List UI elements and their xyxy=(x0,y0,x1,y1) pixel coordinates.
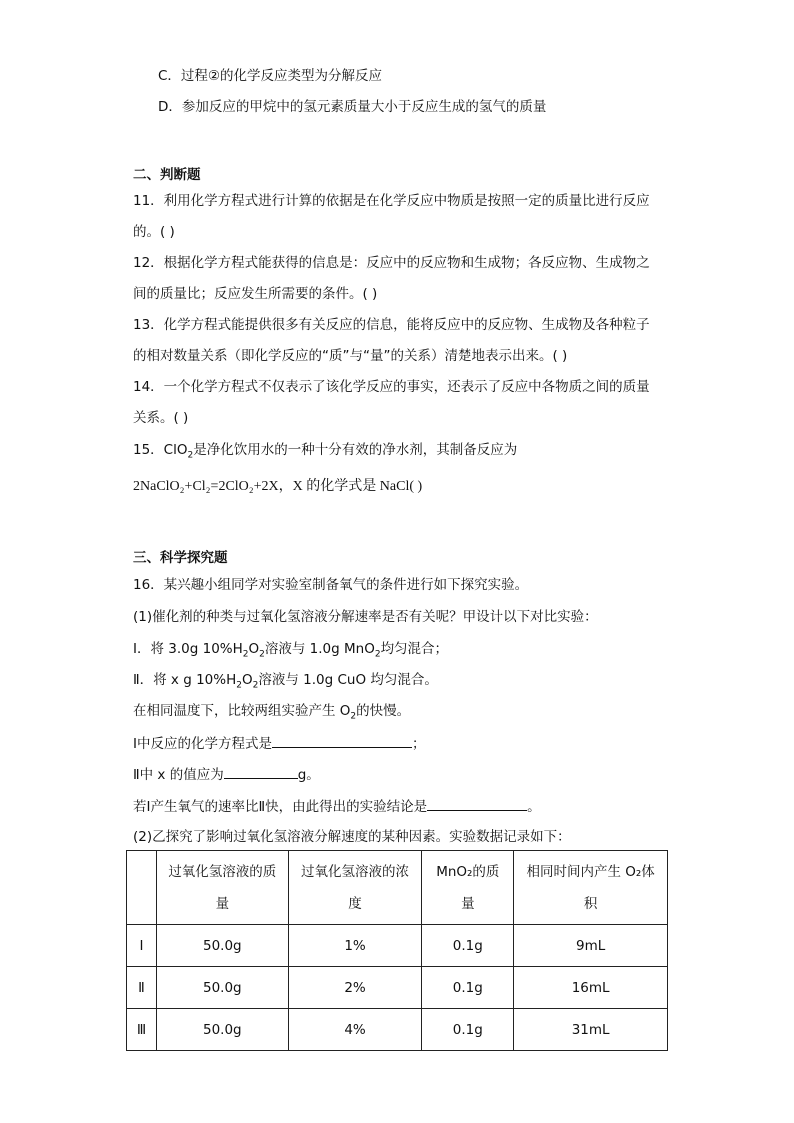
experiment-data-table xyxy=(126,850,668,1051)
question-16: 16．某兴趣小组同学对实验室制备氧气的条件进行如下探究实验。 xyxy=(133,577,529,593)
question-12-line2: 间的质量比；反应发生所需要的条件。( ) xyxy=(133,286,378,302)
cell-mass: 50.0g xyxy=(156,967,288,1009)
x-value-answer-blank[interactable] xyxy=(224,764,298,779)
cell-concentration: 2% xyxy=(288,967,422,1009)
cell-mass: 50.0g xyxy=(156,1009,288,1051)
question-12-line1: 12．根据化学方程式能获得的信息是：反应中的反应物和生成物；各反应物、生成物之 xyxy=(133,255,650,271)
header-empty-cell xyxy=(127,851,157,925)
table-row xyxy=(127,925,668,967)
row-id: Ⅲ xyxy=(127,1009,157,1051)
equation-question: Ⅰ中反应的化学方程式是 ； xyxy=(133,733,425,754)
cell-mass: 50.0g xyxy=(156,925,288,967)
question-11-line1: 11．利用化学方程式进行计算的依据是在化学反应中物质是按照一定的质量比进行反应 xyxy=(133,193,650,209)
experiment-2: Ⅱ．将 x g $10\%H_2O_2$溶液与 1.0g CuO 均匀混合。 xyxy=(133,672,438,691)
table-header-row xyxy=(127,851,668,925)
cell-concentration: 1% xyxy=(288,925,422,967)
section-title-judgement: 二、判断题 xyxy=(133,167,201,183)
row-id: Ⅱ xyxy=(127,967,157,1009)
part-2-intro: (2)乙探究了影响过氧化氢溶液分解速度的某种因素。实验数据记录如下： xyxy=(133,829,571,845)
option-c: C．过程②的化学反应类型为分解反应 xyxy=(158,68,383,84)
header-mno2-mass: MnO₂的质 量 xyxy=(422,851,514,925)
cell-mno2-mass: 0.1g xyxy=(422,925,514,967)
cell-o2-volume: 31mL xyxy=(514,1009,668,1051)
cell-mno2-mass: 0.1g xyxy=(422,967,514,1009)
conclusion-answer-blank[interactable] xyxy=(427,796,527,811)
question-13-line2: 的相对数量关系（即化学反应的“质”与“量”的关系）清楚地表示出来。( ) xyxy=(133,348,568,364)
table-row xyxy=(127,1009,668,1051)
question-15-line1: 15．ClO$_2$是净化饮用水的一种十分有效的净水剂，其制备反应为 xyxy=(133,442,518,461)
section-title-inquiry: 三、科学探究题 xyxy=(133,550,228,566)
experiment-1: Ⅰ．将 3.0g $10\%H_2O_2$溶液与 1.0g MnO$_2$均匀混合； xyxy=(133,641,449,660)
table-row xyxy=(127,967,668,1009)
question-14-line2: 关系。( ) xyxy=(133,410,189,426)
comparison-note: 在相同温度下，比较两组实验产生 $O_2$的快慢。 xyxy=(133,703,411,722)
x-value-question: Ⅱ中 x 的值应为 g。 xyxy=(133,764,320,785)
question-15-line2: 2NaClO₂+Cl₂=2ClO₂+2X，X 的化学式是 NaCl( ) xyxy=(133,479,423,494)
header-o2-volume: 相同时间内产生 O₂体 积 xyxy=(514,851,668,925)
conclusion-question: 若Ⅰ产生氧气的速率比Ⅱ快，由此得出的实验结论是 。 xyxy=(133,796,541,817)
header-mass: 过氧化氢溶液的质 量 xyxy=(156,851,288,925)
question-14-line1: 14．一个化学方程式不仅表示了该化学反应的事实，还表示了反应中各物质之间的质量 xyxy=(133,379,650,395)
cell-concentration: 4% xyxy=(288,1009,422,1051)
cell-o2-volume: 16mL xyxy=(514,967,668,1009)
header-concentration: 过氧化氢溶液的浓 度 xyxy=(288,851,422,925)
option-d: D．参加反应的甲烷中的氢元素质量大小于反应生成的氢气的质量 xyxy=(158,99,547,115)
row-id: Ⅰ xyxy=(127,925,157,967)
part-1-intro: (1)催化剂的种类与过氧化氢溶液分解速率是否有关呢？甲设计以下对比实验： xyxy=(133,609,598,625)
cell-mno2-mass: 0.1g xyxy=(422,1009,514,1051)
equation-answer-blank[interactable] xyxy=(272,733,412,748)
cell-o2-volume: 9mL xyxy=(514,925,668,967)
question-11-line2: 的。( ) xyxy=(133,224,175,240)
question-13-line1: 13．化学方程式能提供很多有关反应的信息，能将反应中的反应物、生成物及各种粒子 xyxy=(133,317,650,333)
